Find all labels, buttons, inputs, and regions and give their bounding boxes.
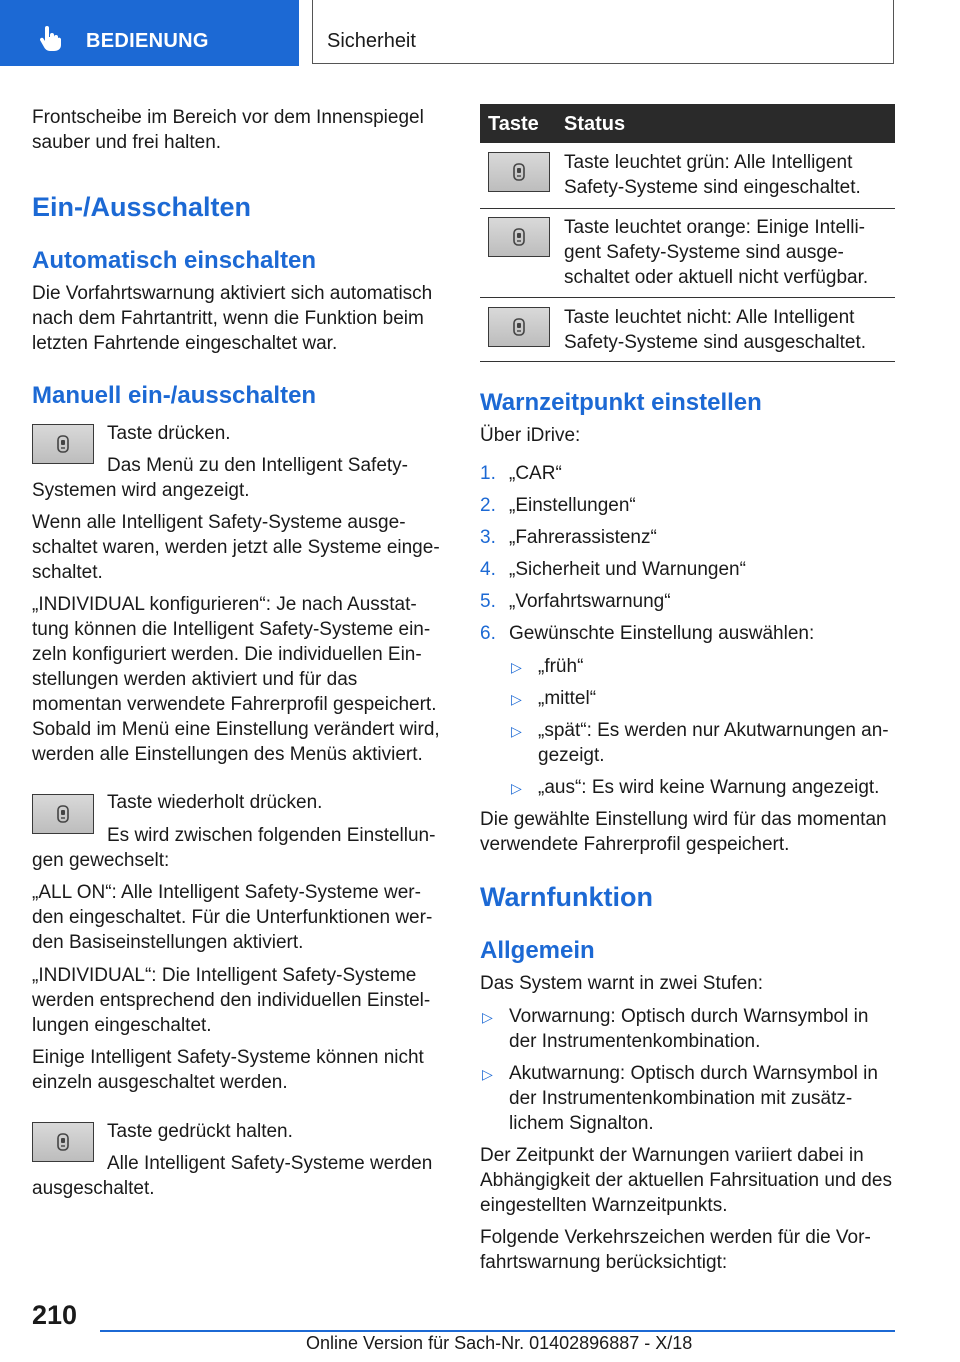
table-cell-status: Taste leuchtet grün: Alle Intelligent Safety-Systeme sind eingeschaltet. xyxy=(564,152,861,198)
triangle-bullet-icon: ▷ xyxy=(482,1066,493,1082)
warning-stage-text: Akutwarnung: Optisch durch Warnsymbol in der Instrumentenkombination mit zusätz-lichem Signalton. xyxy=(509,1063,878,1134)
option-text: „mittel“ xyxy=(538,688,597,709)
safety-button-image xyxy=(32,794,94,834)
safety-button-image xyxy=(32,424,94,464)
safety-button-image xyxy=(488,152,550,192)
step3-result-line2: ausgeschaltet. xyxy=(32,1178,155,1199)
section-tab[interactable] xyxy=(0,0,299,66)
paragraph-individual-2: „INDIVIDUAL“: Die Intelligent Safety-Systeme werden entsprechend den individuellen Einstel-lungen eingeschaltet. xyxy=(32,965,431,1036)
chapter-header xyxy=(312,0,894,64)
page-number: 210 xyxy=(32,1300,78,1330)
car-safety-icon xyxy=(509,162,529,182)
option-text: „spät“: Es werden nur Akutwarnungen an-gezeigt. xyxy=(538,720,889,766)
paragraph-stufen: Das System warnt in zwei Stufen: xyxy=(480,973,763,994)
step-text: „Sicherheit und Warnungen“ xyxy=(509,559,746,580)
heading-manuell: Manuell ein-/ausschalten xyxy=(32,382,317,409)
heading-warnzeitpunkt: Warnzeitpunkt einstellen xyxy=(480,389,762,416)
heading-allgemein: Allgemein xyxy=(480,937,595,964)
step2-instruction: Taste wiederholt drücken. xyxy=(107,792,323,813)
step-text: „Vorfahrtswarnung“ xyxy=(509,591,671,612)
step-number: 4. xyxy=(480,559,496,580)
triangle-bullet-icon: ▷ xyxy=(482,1009,493,1025)
step-text: Gewünschte Einstellung auswählen: xyxy=(509,623,815,644)
warning-stage-text: Vorwarnung: Optisch durch Warnsymbol in der Instrumentenkombination. xyxy=(509,1006,869,1052)
column-header-status: Status xyxy=(564,113,626,135)
option-text: „früh“ xyxy=(538,656,584,677)
triangle-bullet-icon: ▷ xyxy=(511,691,522,707)
footer-divider xyxy=(100,1330,895,1332)
car-safety-icon xyxy=(53,804,73,824)
option-text: „aus“: Es wird keine Warnung angezeigt. xyxy=(538,777,880,798)
safety-button-image xyxy=(488,307,550,347)
table-row xyxy=(480,215,895,298)
step-number: 5. xyxy=(480,591,496,612)
car-safety-icon xyxy=(53,1132,73,1152)
table-row xyxy=(480,305,895,362)
table-row xyxy=(480,150,895,209)
heading-ein-ausschalten: Ein-/Ausschalten xyxy=(32,192,252,222)
table-cell-status: Taste leuchtet orange: Einige Intelli-gent Safety-Systeme sind ausge-schaltet oder aktuell nicht verfügbar. xyxy=(564,217,869,288)
column-header-taste: Taste xyxy=(488,113,539,135)
footer-online-version: Online Version für Sach-Nr. 01402896887 - X/18 xyxy=(306,1333,693,1353)
paragraph-folgende: Folgende Verkehrszeichen werden für die Vor-fahrtswarnung berücksichtigt: xyxy=(480,1227,871,1273)
step2-result-line1: Es wird zwischen folgenden Einstellun- xyxy=(107,825,436,846)
step-text: „CAR“ xyxy=(509,463,562,484)
step1-instruction: Taste drücken. xyxy=(107,423,231,444)
safety-button-image xyxy=(488,217,550,257)
paragraph-zeitpunkt: Der Zeitpunkt der Warnungen variiert dabei in Abhängigkeit der aktuellen Fahrsituation und des eingestellten Warnzeitpunkts. xyxy=(480,1145,892,1216)
paragraph-wenn: Wenn alle Intelligent Safety-Systeme ausge-schaltet waren, werden jetzt alle Systeme einge-schaltet. xyxy=(32,512,440,583)
triangle-bullet-icon: ▷ xyxy=(511,659,522,675)
auto-text: Die Vorfahrtswarnung aktiviert sich automatisch nach dem Fahrtantritt, wenn die Funktion beim letzten Fahrtende eingeschaltet war. xyxy=(32,283,433,354)
triangle-bullet-icon: ▷ xyxy=(511,723,522,739)
paragraph-all-on: „ALL ON“: Alle Intelligent Safety-Systeme wer-den eingeschaltet. Für die Unterfunktionen wer-den Basiseinstellungen aktiviert. xyxy=(32,882,433,953)
step-number: 6. xyxy=(480,623,496,644)
safety-button-image xyxy=(32,1122,94,1162)
paragraph-gewaehlt: Die gewählte Einstellung wird für das momentan verwendete Fahrerprofil gespeichert. xyxy=(480,809,887,855)
step-text: „Fahrerassistenz“ xyxy=(509,527,657,548)
car-safety-icon xyxy=(509,227,529,247)
table-cell-status: Taste leuchtet nicht: Alle Intelligent Safety-Systeme sind ausgeschaltet. xyxy=(564,307,867,353)
chapter-title: Sicherheit xyxy=(327,30,416,52)
step1-result-line2: Systemen wird angezeigt. xyxy=(32,480,250,501)
section-tab-label: BEDIENUNG xyxy=(86,30,209,52)
heading-warnfunktion: Warnfunktion xyxy=(480,882,653,912)
step3-result-line1: Alle Intelligent Safety-Systeme werden xyxy=(107,1153,433,1174)
step-number: 2. xyxy=(480,495,496,516)
step2-result-line2: gen gewechselt: xyxy=(32,850,170,871)
paragraph-individual: „INDIVIDUAL konfigurieren“: Je nach Ausstat-tung können die Intelligent Safety-Systeme ein-zeln konfiguriert werden. Die individuellen Ein-stellungen werden aktiviert und für das momentan verwendete Fahrerprofil gespeichert. Sobald im Menü eine Einstellung verändert wird, werden alle Einstellungen des Menüs aktiviert. xyxy=(32,594,440,765)
car-safety-icon xyxy=(53,434,73,454)
step3-instruction: Taste gedrückt halten. xyxy=(107,1121,293,1142)
paragraph-einige: Einige Intelligent Safety-Systeme können nicht einzeln ausgeschaltet werden. xyxy=(32,1047,424,1093)
triangle-bullet-icon: ▷ xyxy=(511,780,522,796)
step-number: 1. xyxy=(480,463,496,484)
car-safety-icon xyxy=(509,317,529,337)
step-text: „Einstellungen“ xyxy=(509,495,636,516)
heading-automatisch: Automatisch einschalten xyxy=(32,247,317,274)
step-number: 3. xyxy=(480,527,496,548)
intro-text: Frontscheibe im Bereich vor dem Innenspiegel sauber und frei halten. xyxy=(32,107,424,153)
step1-result-line1: Das Menü zu den Intelligent Safety- xyxy=(107,455,409,476)
idrive-label: Über iDrive: xyxy=(480,425,581,446)
hand-pointer-icon xyxy=(36,24,64,52)
status-table-header xyxy=(480,104,895,143)
